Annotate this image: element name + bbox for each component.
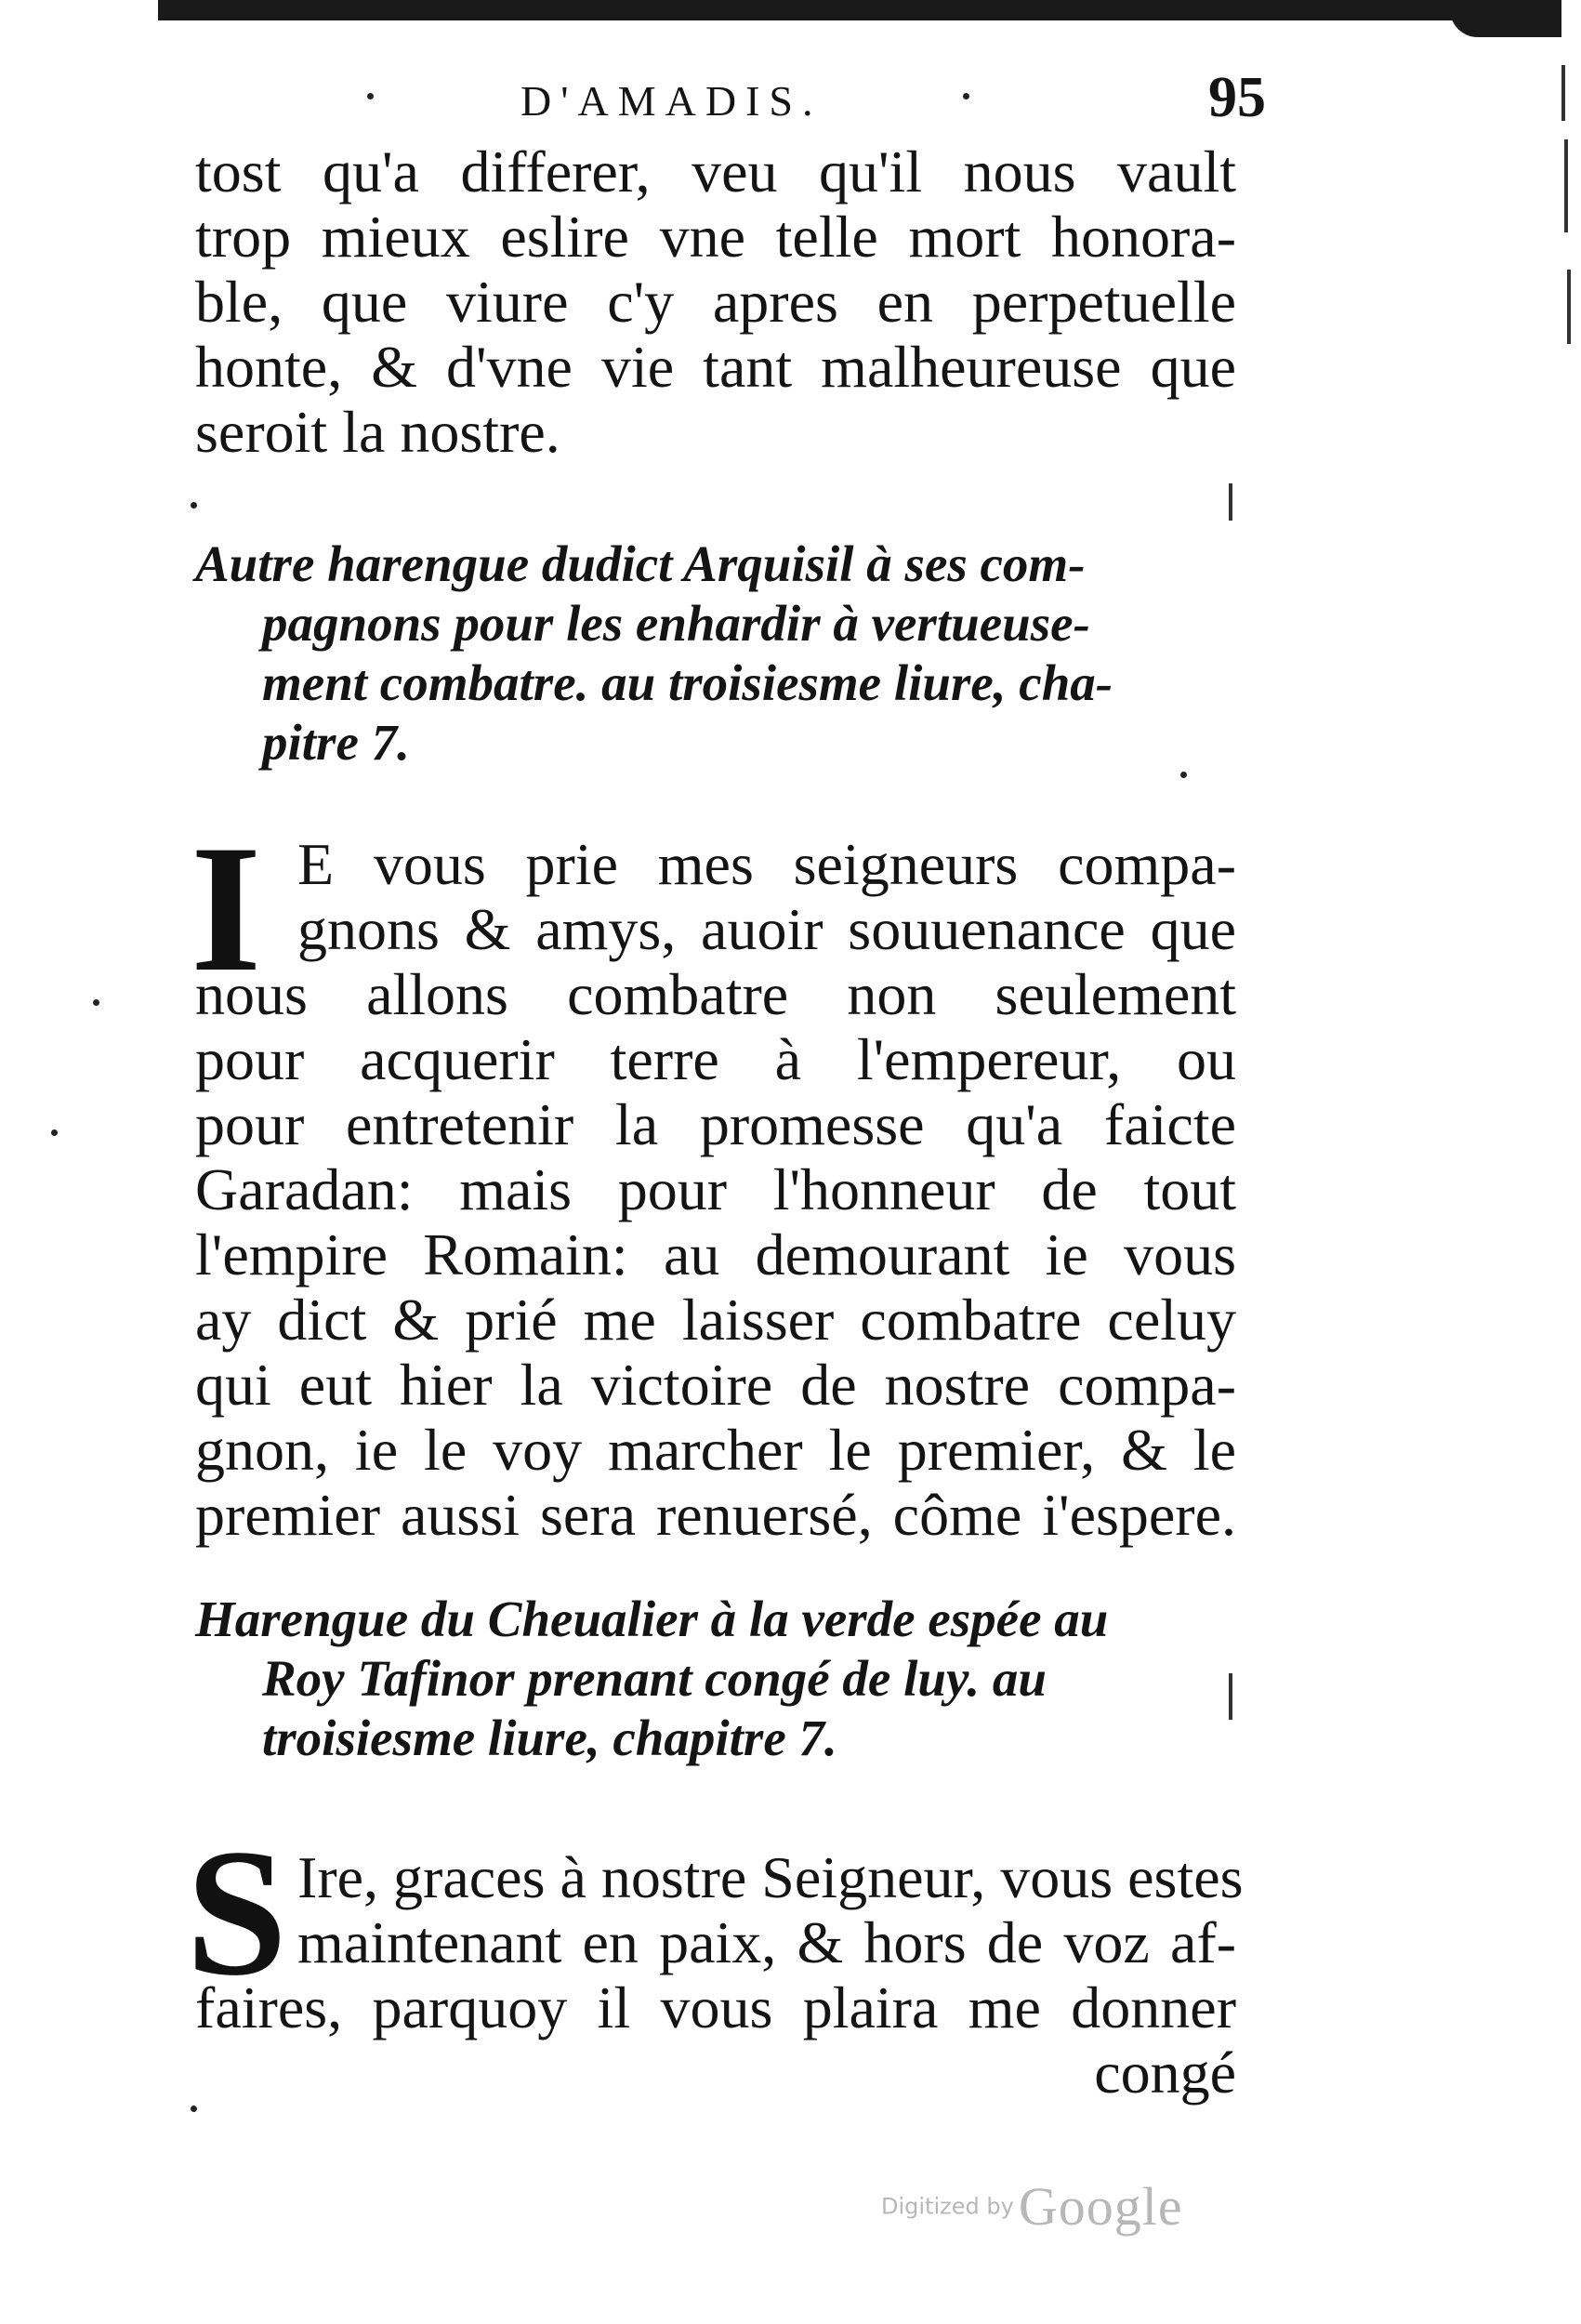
- text-line: gnon, ie le voy marcher le premier, & le: [195, 1417, 1236, 1483]
- heading-line: Autre harengue dudict Arquisil à ses com-: [195, 535, 1086, 592]
- drop-cap-letter: I: [191, 808, 262, 1010]
- text-line: trop mieux eslire vne telle mort honora-: [195, 204, 1236, 270]
- text-line: premier aussi sera renuersé, côme i'espere.: [195, 1482, 1236, 1548]
- text-line: pour entretenir la promesse qu'a faicte: [195, 1091, 1236, 1157]
- heading-line: pitre 7.: [262, 714, 410, 771]
- text-line: maintenant en paix, & hors de voz af-: [297, 1909, 1236, 1975]
- running-title: D'AMADIS.: [520, 77, 823, 125]
- text-line: tost qu'a differer, veu qu'il nous vault: [195, 139, 1236, 205]
- top-border-ink-blot: [1450, 0, 1561, 37]
- paragraph-arquisil-speech: [195, 832, 1236, 1548]
- section-heading-tafinor: [195, 1590, 1236, 1768]
- margin-speck: [367, 93, 374, 99]
- heading-line: troisiesme liure, chapitre 7.: [262, 1710, 837, 1766]
- paragraph-knight-speech: [195, 1844, 1244, 2106]
- text-line: honte, & d'vne vie tant malheureuse que: [195, 334, 1236, 400]
- text-line: nous allons combatre non seulement: [195, 961, 1236, 1027]
- margin-speck: [191, 2106, 197, 2112]
- text-line: gnons & amys, auoir souuenance que: [297, 896, 1236, 962]
- text-line: ay dict & prié me laisser combatre celuy: [195, 1287, 1236, 1353]
- text-line: seroit la nostre.: [195, 399, 560, 465]
- text-line: l'empire Romain: au demourant ie vous: [195, 1221, 1236, 1287]
- margin-scan-mark: [1567, 270, 1571, 344]
- margin-scan-mark: [1564, 139, 1568, 232]
- google-logo: Google: [1018, 2176, 1183, 2237]
- text-line: ble, que viure c'y apres en perpetuelle: [195, 269, 1236, 335]
- margin-scan-mark: [1561, 65, 1565, 121]
- margin-scan-mark: [1229, 1673, 1232, 1720]
- heading-line: pagnons pour les enhardir à vertueuse-: [262, 595, 1090, 652]
- margin-speck: [963, 93, 969, 99]
- text-line: Ire, graces à nostre Seigneur, vous estes: [297, 1844, 1244, 1910]
- top-border-rule: [158, 0, 1524, 20]
- digitized-by-google-watermark: [881, 2175, 1183, 2238]
- watermark-prefix: Digitized by: [881, 2193, 1014, 2220]
- text-line: pour acquerir terre à l'empereur, ou: [195, 1026, 1236, 1092]
- margin-speck: [191, 502, 197, 508]
- heading-line: Harengue du Cheualier à la verde espée au: [195, 1591, 1109, 1647]
- text-line: faires, parquoy il vous plaira me donner: [195, 1974, 1236, 2040]
- drop-cap-letter: S: [186, 1812, 288, 2014]
- margin-speck: [1180, 772, 1187, 778]
- margin-scan-mark: [1229, 483, 1232, 521]
- heading-line: Roy Tafinor prenant congé de luy. au: [262, 1650, 1047, 1707]
- paragraph-continuation: [195, 139, 1236, 465]
- catchword: congé: [1094, 2040, 1236, 2106]
- margin-speck: [93, 999, 99, 1006]
- text-line: Garadan: mais pour l'honneur de tout: [195, 1156, 1236, 1222]
- text-line: E vous prie mes seigneurs compa-: [297, 831, 1236, 897]
- text-line: qui eut hier la victoire de nostre compa-: [195, 1352, 1236, 1418]
- section-heading-arquisil: [195, 535, 1236, 772]
- page-number: 95: [1208, 66, 1266, 129]
- heading-line: ment combatre. au troisiesme liure, cha-: [262, 654, 1113, 711]
- margin-speck: [51, 1129, 58, 1136]
